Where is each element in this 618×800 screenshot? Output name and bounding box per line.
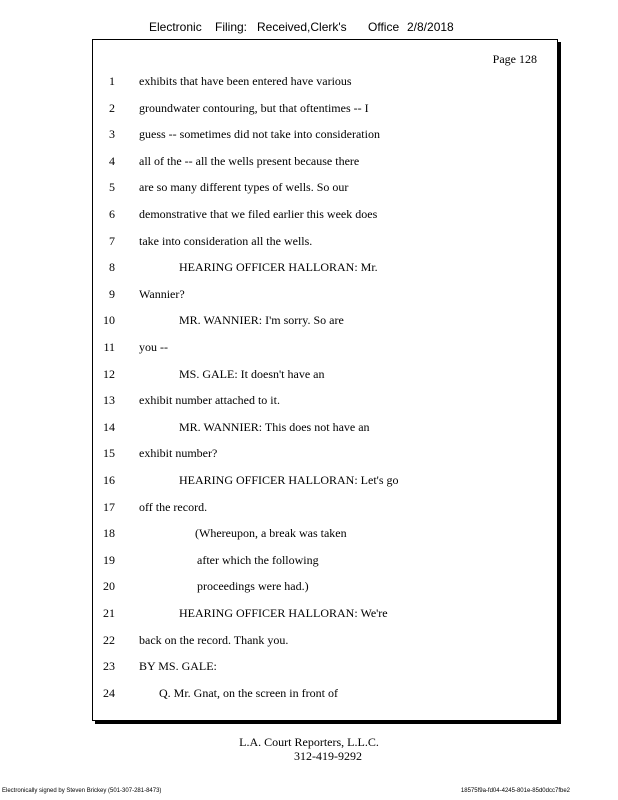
line-text: guess -- sometimes did not take into consideration xyxy=(139,127,380,142)
transcript-line xyxy=(93,127,557,143)
transcript-line xyxy=(93,579,557,595)
line-text: HEARING OFFICER HALLORAN: Let's go xyxy=(179,473,399,487)
header-filing: Filing: xyxy=(215,20,248,34)
line-number: 19 xyxy=(103,552,115,567)
line-text: all of the -- all the wells present because there xyxy=(139,153,360,168)
header-date: 2/8/2018 xyxy=(407,20,454,34)
line-number: 22 xyxy=(103,632,115,647)
transcript-line xyxy=(93,446,557,462)
signature-left: Electronically signed by Steven Brickey (501-307-281-8473) xyxy=(2,788,162,794)
transcript-line xyxy=(93,553,557,569)
line-number: 9 xyxy=(109,286,115,301)
line-text: exhibit number? xyxy=(139,446,218,461)
line-text: Q. Mr. Gnat, on the screen in front of xyxy=(159,685,338,700)
transcript-line xyxy=(93,154,557,170)
line-number: 5 xyxy=(109,180,115,195)
line-number: 6 xyxy=(109,207,115,221)
line-text: BY MS. GALE: xyxy=(139,659,217,674)
line-number: 20 xyxy=(103,579,115,594)
transcript-line xyxy=(93,393,557,409)
line-number: 17 xyxy=(103,499,115,514)
filing-header xyxy=(0,20,618,36)
transcript-line xyxy=(93,260,557,276)
transcript-line xyxy=(93,633,557,649)
line-text: Wannier? xyxy=(139,286,185,301)
transcript-line xyxy=(93,180,557,196)
line-text: are so many different types of wells. So our xyxy=(139,180,349,195)
transcript-line xyxy=(93,313,557,329)
line-number: 1 xyxy=(109,74,115,88)
line-number: 4 xyxy=(109,153,115,168)
line-number: 24 xyxy=(103,685,115,700)
line-text: you -- xyxy=(139,340,168,354)
line-text: demonstrative that we filed earlier this week does xyxy=(139,207,378,221)
line-text: exhibits that have been entered have various xyxy=(139,74,352,88)
line-text: (Whereupon, a break was taken xyxy=(195,526,347,541)
line-number: 7 xyxy=(109,233,115,248)
transcript-line xyxy=(93,606,557,622)
line-number: 14 xyxy=(103,419,115,434)
line-number: 16 xyxy=(103,473,115,487)
line-text: groundwater contouring, but that oftentimes -- I xyxy=(139,100,369,115)
line-text: take into consideration all the wells. xyxy=(139,233,313,248)
line-text: MS. GALE: It doesn't have an xyxy=(179,366,325,381)
transcript-line xyxy=(93,287,557,303)
line-text: off the record. xyxy=(139,499,208,514)
line-number: 3 xyxy=(109,127,115,142)
line-text: HEARING OFFICER HALLORAN: We're xyxy=(179,606,388,620)
transcript-line xyxy=(93,500,557,516)
header-office: Office xyxy=(368,20,400,34)
line-number: 8 xyxy=(109,260,115,275)
page-number: Page 128 xyxy=(492,52,537,66)
line-number: 15 xyxy=(103,446,115,461)
line-number: 13 xyxy=(103,393,115,408)
line-text: after which the following xyxy=(197,552,319,567)
transcript-line xyxy=(93,74,557,90)
transcript-line xyxy=(93,367,557,383)
transcript-line xyxy=(93,234,557,250)
transcript-line xyxy=(93,420,557,436)
line-number: 12 xyxy=(103,366,115,381)
line-text: proceedings were had.) xyxy=(197,579,309,594)
transcript-line xyxy=(93,526,557,542)
transcript-line xyxy=(93,207,557,223)
header-electronic: Electronic xyxy=(149,20,202,34)
transcript-line xyxy=(93,659,557,675)
signature-right: 18575f9a-fd04-4245-801e-85d0dcc7fbe2 xyxy=(460,788,570,794)
line-number: 2 xyxy=(109,100,115,115)
transcript-line xyxy=(93,473,557,489)
line-number: 11 xyxy=(103,340,115,354)
line-number: 23 xyxy=(103,659,115,674)
line-text: MR. WANNIER: This does not have an xyxy=(179,419,370,434)
line-number: 21 xyxy=(103,606,115,620)
transcript-page xyxy=(92,39,558,721)
line-text: MR. WANNIER: I'm sorry. So are xyxy=(179,313,344,328)
footer-phone: 312-419-9292 xyxy=(294,749,362,763)
footer-company: L.A. Court Reporters, L.L.C. xyxy=(239,735,379,749)
transcript-line xyxy=(93,340,557,356)
line-text: back on the record. Thank you. xyxy=(139,632,289,647)
line-text: HEARING OFFICER HALLORAN: Mr. xyxy=(179,260,378,275)
transcript-line xyxy=(93,686,557,702)
header-received: Received,Clerk's xyxy=(257,20,347,34)
line-number: 10 xyxy=(103,313,115,328)
transcript-line xyxy=(93,101,557,117)
line-text: exhibit number attached to it. xyxy=(139,393,280,408)
line-number: 18 xyxy=(103,526,115,541)
